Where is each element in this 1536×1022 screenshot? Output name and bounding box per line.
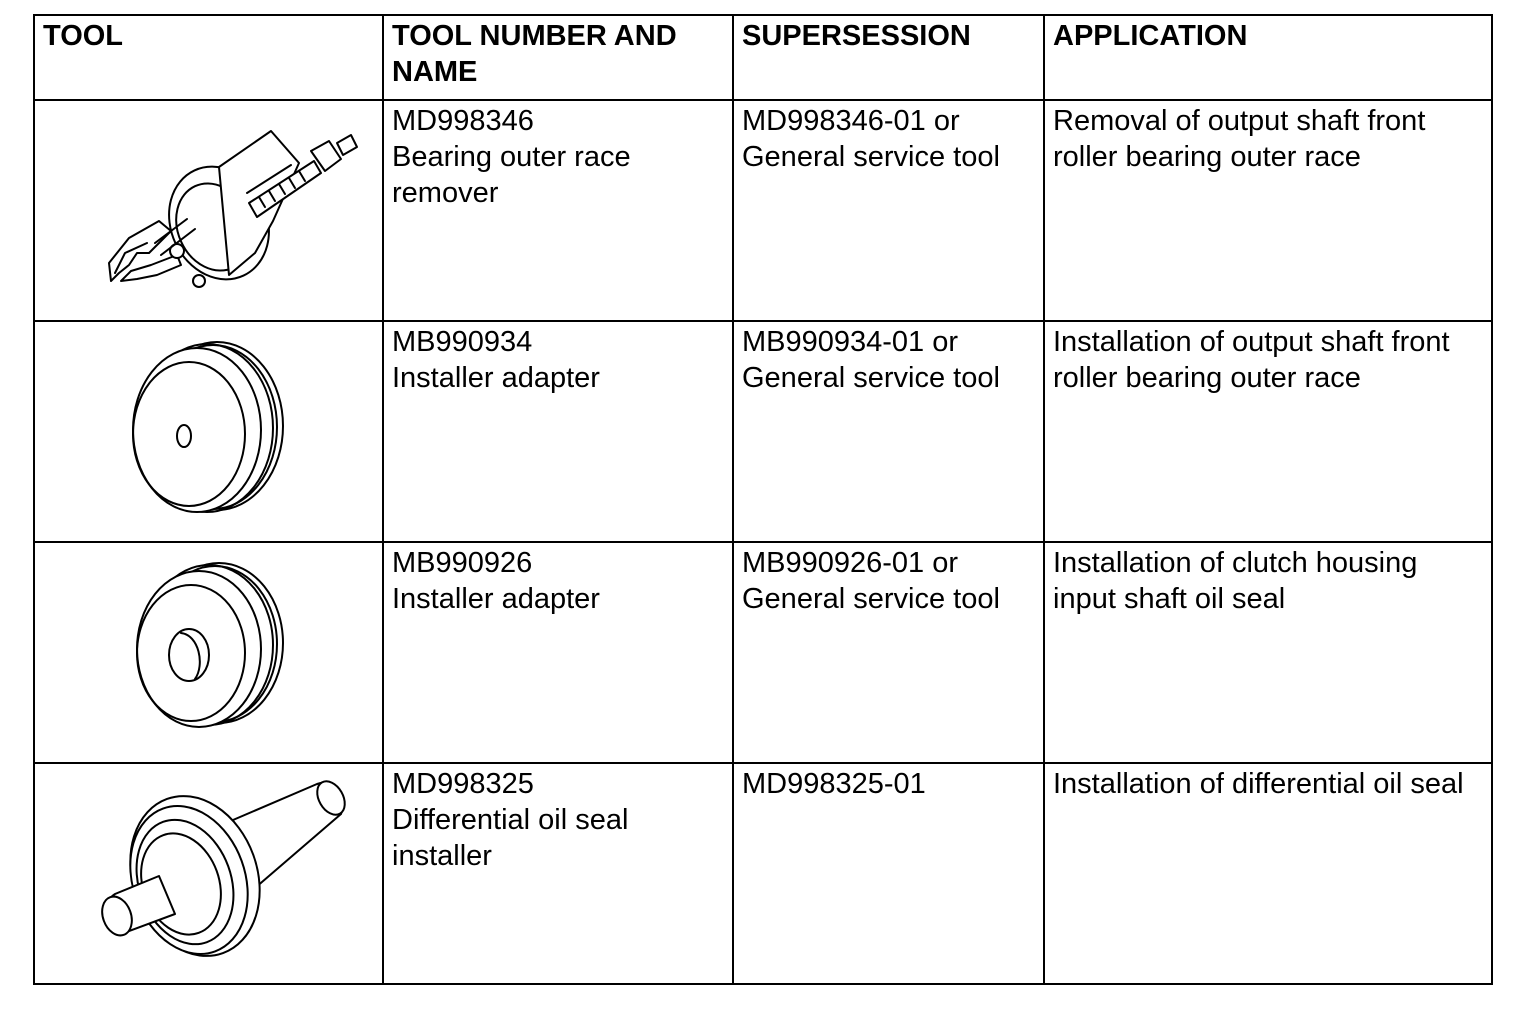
application-line-1: Removal of output shaft front xyxy=(1053,105,1426,137)
tool-number-name-cell xyxy=(383,321,733,542)
application-cell xyxy=(1044,321,1492,542)
tool-number: MB990934 xyxy=(392,326,533,358)
application-line-2: roller bearing outer race xyxy=(1053,141,1361,173)
application-line-1: Installation of output shaft front xyxy=(1053,326,1450,358)
tool-image-cell xyxy=(34,542,383,763)
tool-image-cell xyxy=(34,321,383,542)
bearing-outer-race-remover-illustration xyxy=(59,103,359,303)
tool-name-line-1: Differential oil seal xyxy=(392,804,629,836)
header-supersession xyxy=(733,15,1044,100)
tool-number-name-cell xyxy=(383,542,733,763)
supersession-cell xyxy=(733,763,1044,984)
installer-adapter-illustration xyxy=(109,324,309,524)
tool-image-cell xyxy=(34,763,383,984)
tool-number: MB990926 xyxy=(392,547,533,579)
supersession-line-1: MB990934-01 or xyxy=(742,326,959,358)
header-tool-number-and-name xyxy=(383,15,733,100)
tool-name-line-1: Installer adapter xyxy=(392,362,600,394)
table-header-row xyxy=(34,15,1492,100)
supersession-line-1: MB990926-01 or xyxy=(742,547,959,579)
header-tool-number-label-line-2: NAME xyxy=(392,56,478,88)
application-line-2: roller bearing outer race xyxy=(1053,362,1361,394)
supersession-cell xyxy=(733,321,1044,542)
special-tools-table xyxy=(33,14,1493,985)
tool-name-line-2: remover xyxy=(392,177,499,209)
tool-name-line-1: Bearing outer race xyxy=(392,141,631,173)
tool-name-line-2: installer xyxy=(392,840,492,872)
tool-number: MD998346 xyxy=(392,105,534,137)
tool-number: MD998325 xyxy=(392,768,534,800)
header-tool xyxy=(34,15,383,100)
table-row xyxy=(34,763,1492,984)
header-supersession-label: SUPERSESSION xyxy=(742,20,971,52)
application-line-2: input shaft oil seal xyxy=(1053,583,1286,615)
application-cell xyxy=(1044,100,1492,321)
table-row xyxy=(34,100,1492,321)
header-application xyxy=(1044,15,1492,100)
tool-number-name-cell xyxy=(383,763,733,984)
differential-oil-seal-installer-illustration xyxy=(69,766,349,966)
supersession-line-2: General service tool xyxy=(742,362,1000,394)
header-application-label: APPLICATION xyxy=(1053,20,1248,52)
supersession-line-2: General service tool xyxy=(742,583,1000,615)
tool-name-line-1: Installer adapter xyxy=(392,583,600,615)
installer-adapter-illustration xyxy=(109,545,309,745)
application-cell xyxy=(1044,763,1492,984)
header-tool-number-label-line-1: TOOL NUMBER AND xyxy=(392,20,677,52)
table-row xyxy=(34,542,1492,763)
header-tool-label: TOOL xyxy=(43,20,124,52)
supersession-line-1: MD998346-01 or xyxy=(742,105,960,137)
application-cell xyxy=(1044,542,1492,763)
supersession-line-1: MD998325-01 xyxy=(742,768,926,800)
supersession-cell xyxy=(733,100,1044,321)
supersession-line-2: General service tool xyxy=(742,141,1000,173)
supersession-cell xyxy=(733,542,1044,763)
application-line-1: Installation of differential oil seal xyxy=(1053,768,1464,800)
table-row xyxy=(34,321,1492,542)
tool-number-name-cell xyxy=(383,100,733,321)
application-line-1: Installation of clutch housing xyxy=(1053,547,1418,579)
tool-image-cell xyxy=(34,100,383,321)
